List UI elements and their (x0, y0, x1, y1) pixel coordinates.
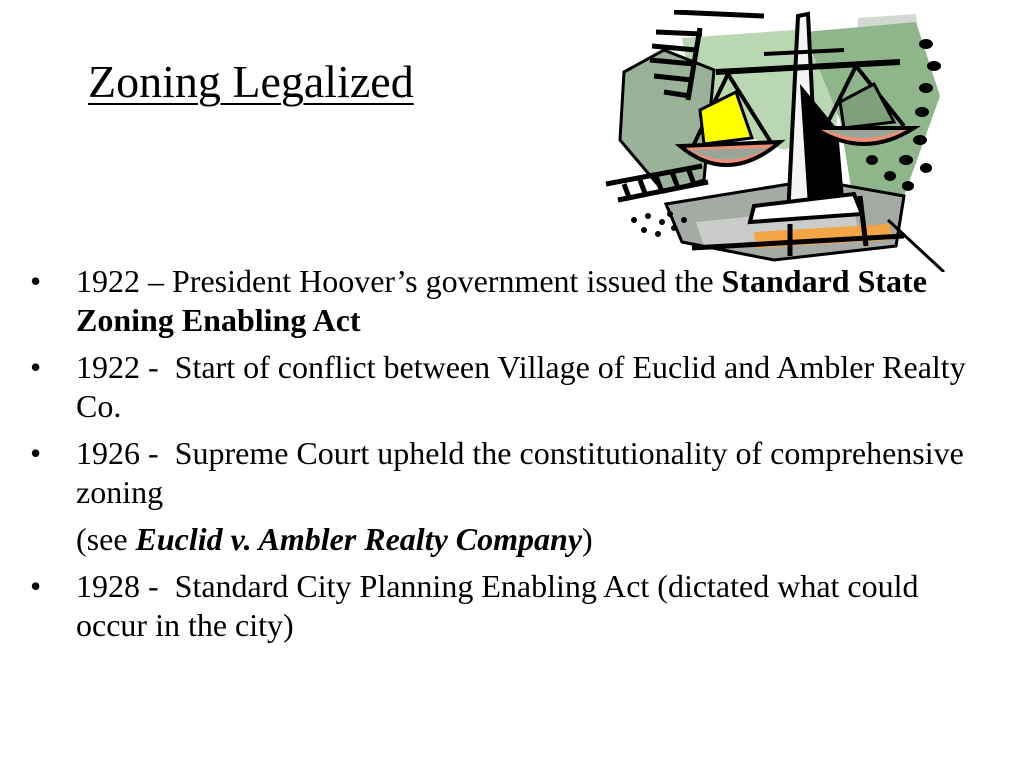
slide-title: Zoning Legalized (88, 56, 414, 107)
case-prefix: (see (76, 521, 136, 557)
justice-scales-icon (604, 10, 950, 272)
bullet-dot: • (30, 349, 42, 385)
item-1926-year: 1926 - (76, 435, 167, 471)
bullet-dot: • (30, 568, 42, 604)
item-1922-euclid-year: 1922 - (76, 349, 167, 385)
list-item (30, 434, 970, 512)
case-name: Euclid v. Ambler Realty Company (135, 521, 583, 557)
item-1922-act-name: Standard State Zoning Enabling Act (76, 263, 927, 338)
item-1928-text: Standard City Planning Enabling Act (dictated what could occur in the city) (76, 568, 919, 643)
item-1928-year: 1928 - (76, 568, 167, 604)
list-item (30, 348, 970, 426)
item-1926-text: Supreme Court upheld the constitutionality of comprehensive zoning (76, 435, 964, 510)
bullet-dot: • (30, 263, 42, 299)
list-item-sub (30, 520, 970, 559)
list-item (30, 567, 970, 645)
item-1922-euclid-text: Start of conflict between Village of Euclid and Ambler Realty Co. (76, 349, 966, 424)
item-1922-hoover-text: 1922 – President Hoover’s government issued the (76, 263, 722, 299)
case-suffix: ) (582, 521, 593, 557)
bullet-list (30, 262, 970, 653)
bullet-dot: • (30, 435, 42, 471)
list-item (30, 262, 970, 340)
